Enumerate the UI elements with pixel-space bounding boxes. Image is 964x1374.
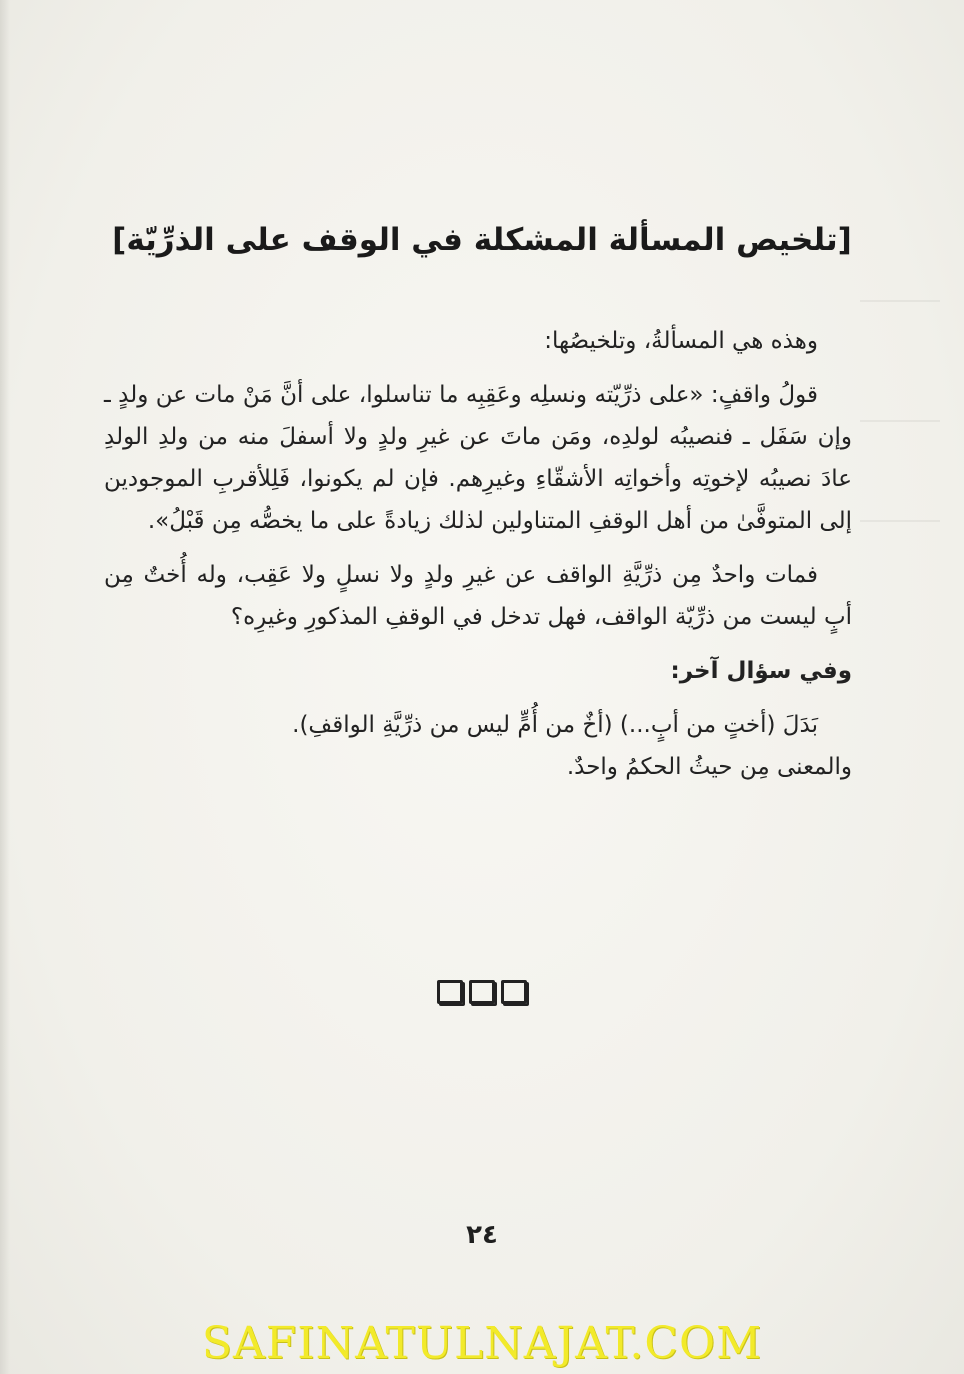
- ornament-square: [501, 980, 527, 1004]
- three-squares-ornament-icon: [436, 980, 528, 1006]
- website-watermark: SAFINATULNAJAT.COM: [201, 1318, 763, 1369]
- ornament-square: [469, 980, 495, 1004]
- bleed-through-mark: [860, 520, 940, 522]
- other-question-line: والمعنى مِن حيثُ الحكمُ واحدٌ.: [566, 754, 852, 780]
- section-heading: [تلخيص المسألة المشكلة في الوقف على الذرِّيّة]: [112, 222, 852, 258]
- bleed-through-mark: [860, 420, 940, 422]
- paragraph-intro: وهذه هي المسألةُ، وتلخيصُها:: [544, 328, 818, 354]
- other-question-line: بَدَلَ (أختٍ من أبٍ...) (أخٌ من أُمٍّ ليس من ذرِّيَّةِ الواقفِ).: [292, 712, 818, 738]
- paragraph-question: فمات واحدٌ مِن ذرِّيَّةِ الواقف عن غيرِ ولدٍ ولا نسلٍ ولا عَقِب، وله أُختٌ مِن أبٍ ليست من ذرِّيّة الواقف، فهل تدخل في الوقفِ المذكورِ وغيرِه؟: [104, 562, 852, 630]
- ornament-square: [437, 980, 463, 1004]
- other-question-heading: وفي سؤال آخر:: [670, 658, 852, 684]
- page-edge-shadow: [0, 0, 10, 1374]
- bleed-through-mark: [860, 300, 940, 302]
- paragraph-endowment-text: قولُ واقفٍ: «على ذرِّيّته ونسلِه وعَقِبِه ما تناسلوا، على أنَّ مَنْ مات عن ولدٍ ـ وإن سَفَل ـ فنصيبُه لولدِه، ومَن ماتَ عن غيرِ ولدٍ ولا أسفلَ منه من ولدِ الولدِ عادَ نصيبُه لإخوتِه وأخواتِه الأشقّاءِ وغيرِهم. فإن لم يكونوا، فَلِلأقربِ الموجودين إلى المتوفَّىٰ من أهل الوقفِ المتناولين لذلك زيادةً على ما يخصُّه مِن قَبْلُ».: [104, 382, 852, 534]
- body-text: [104, 320, 852, 800]
- page-number: ٢٤: [466, 1220, 498, 1250]
